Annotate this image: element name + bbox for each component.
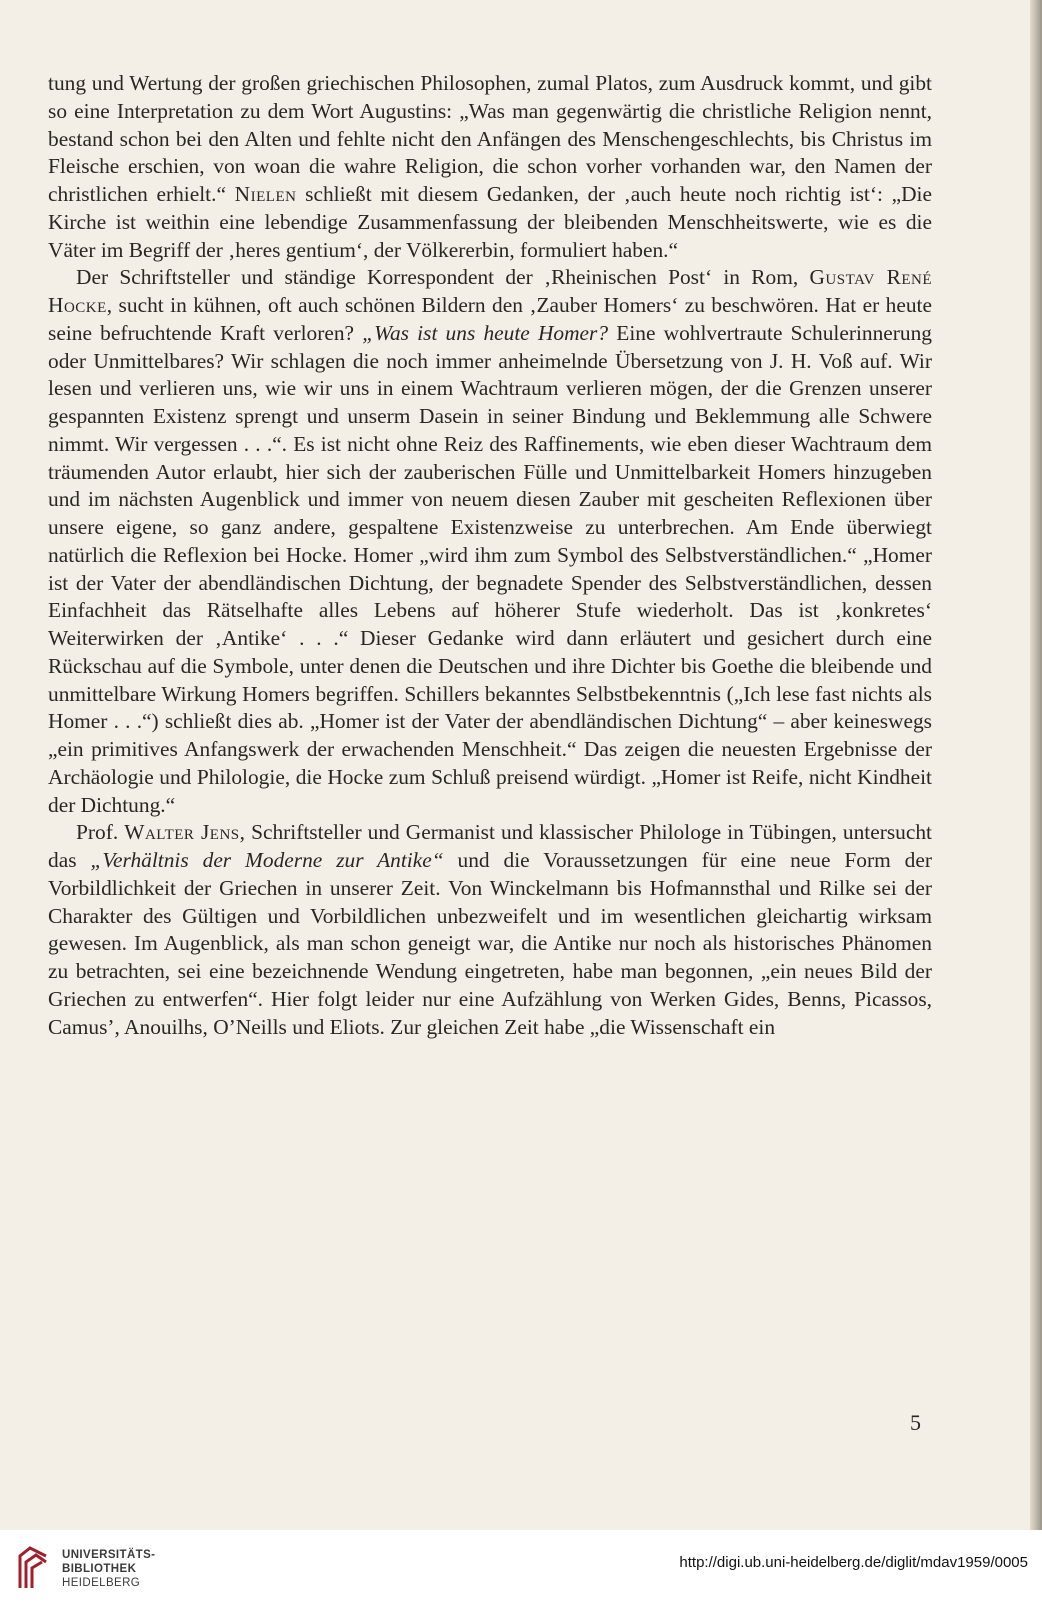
university-library-logo-icon xyxy=(16,1544,52,1596)
author-name-hocke: Gustav René Hocke xyxy=(48,265,932,317)
paragraph-2: Der Schriftsteller und ständige Korrespondent der ‚Rheinischen Post‘ in Rom, Gustav René Hocke, sucht in kühnen, oft auch schönen Bildern den ‚Zauber Homers‘ zu beschwören. Hat er heute seine befruchtende Kraft verloren? „Was ist uns heute Homer? Eine wohlvertraute Schulerinnerung oder Unmittelbares? Wir schlagen die noch immer anheimelnde Übersetzung von J. H. Voß auf. Wir lesen und verlieren uns, wie wir uns in einem Wachtraum verlieren mögen, der die Grenzen unserer gespannten Existenz sprengt und unserm Dasein in seiner Bindung und Beklemmung alle Schwere nimmt. Wir vergessen . . .“. Es ist nicht ohne Reiz des Raffinements, wie eben dieser Wachtraum dem träumenden Autor erlaubt, hier sich der zauberischen Fülle und Unmittelbarkeit Homers hinzugeben und im nächsten Augenblick und immer von neuem diesen Zauber mit gescheiten Reflexionen über unsere eigene, so ganz andere, gespaltene Existenzweise zu unterbrechen. Am Ende überwiegt natürlich die Reflexion bei Hocke. Homer „wird ihm zum Symbol des Selbstverständlichen.“ „Homer ist der Vater der abendländischen Dichtung, der begnadete Spender des Selbstverständlichen, dessen Einfachheit das Rätselhafte alles Lebens auf höherer Stufe wiederholt. Das ist ‚konkretes‘ Weiterwirken der ‚Antike‘ . . .“ Dieser Gedanke wird dann erläutert und gesichert durch eine Rückschau auf die Symbole, unter denen die Deutschen und ihre Dichter bis Goethe die bleibende und unmittelbare Wirkung Homers begriffen. Schillers bekanntes Selbstbekenntnis („Ich lese fast nichts als Homer . . .“) schließt dies ab. „Homer ist der Vater der abendländischen Dichtung“ – aber keineswegs „ein primitives Anfangswerk der erwachenden Menschheit.“ Das zeigen die neuesten Ergebnisse der Archäologie und Philologie, die Hocke zum Schluß preisend würdigt. „Homer ist Reife, nicht Kindheit der Dichtung.“ xyxy=(48,265,932,817)
author-name-nielen: Nielen xyxy=(234,182,297,206)
digitization-footer xyxy=(0,1530,1042,1620)
page-number: 5 xyxy=(910,1410,921,1435)
essay-title-antike: „Verhältnis der Moderne zur Antike“ xyxy=(90,848,444,872)
library-name: UNIVERSITÄTS- BIBLIOTHEK HEIDELBERG xyxy=(62,1549,156,1589)
essay-title-homer: „Was ist uns heute Homer? xyxy=(362,320,609,345)
source-url-link[interactable]: http://digi.ub.uni-heidelberg.de/diglit/mdav1959/0005 xyxy=(679,1554,1028,1571)
paragraph-1: tung und Wertung der großen griechischen Philosophen, zumal Platos, zum Ausdruck kommt, und gibt so eine Interpretation zu dem Wort Augustins: „Was man gegenwärtig die christliche Religion nennt, bestand schon bei den Alten und fehlte nicht den Anfängen des Menschengeschlechts, bis Christus im Fleische erschien, von woan die wahre Religion, die schon vorher vorhanden war, den Namen der christlichen erhielt.“ Nielen schließt mit diesem Gedanken, der ‚auch heute noch richtig ist‘: „Die Kirche ist weithin eine lebendige Zusammenfassung der bleibenden Menschheitswerte, wie es die Väter im Begriff der ‚heres gentium‘, der Völkererbin, formuliert haben.“ xyxy=(48,71,932,262)
author-name-jens: Walter Jens xyxy=(124,820,240,845)
page-edge xyxy=(1030,0,1042,1530)
paragraph-3: Prof. Walter Jens, Schriftsteller und Germanist und klassischer Philologe in Tübingen, untersucht das „Verhältnis der Moderne zur Antike“ und die Voraussetzungen für eine neue Form der Vorbildlichkeit der Griechen in unserer Zeit. Von Winckelmann bis Hofmannsthal und Rilke sei der Charakter des Gültigen und Vorbildlichen unbezweifelt und im wesentlichen gleichartig wirksam gewesen. Im Augenblick, als man schon geneigt war, die Antike nur noch als historisches Phänomen zu betrachten, sei eine bezeichnende Wendung eingetreten, habe man begonnen, „ein neues Bild der Griechen zu entwerfen“. Hier folgt leider nur eine Aufzählung von Werken Gides, Benns, Picassos, Camus’, Anouilhs, O’Neills und Eliots. Zur gleichen Zeit habe „die Wissenschaft ein xyxy=(48,820,932,1039)
body-text xyxy=(48,70,932,1041)
